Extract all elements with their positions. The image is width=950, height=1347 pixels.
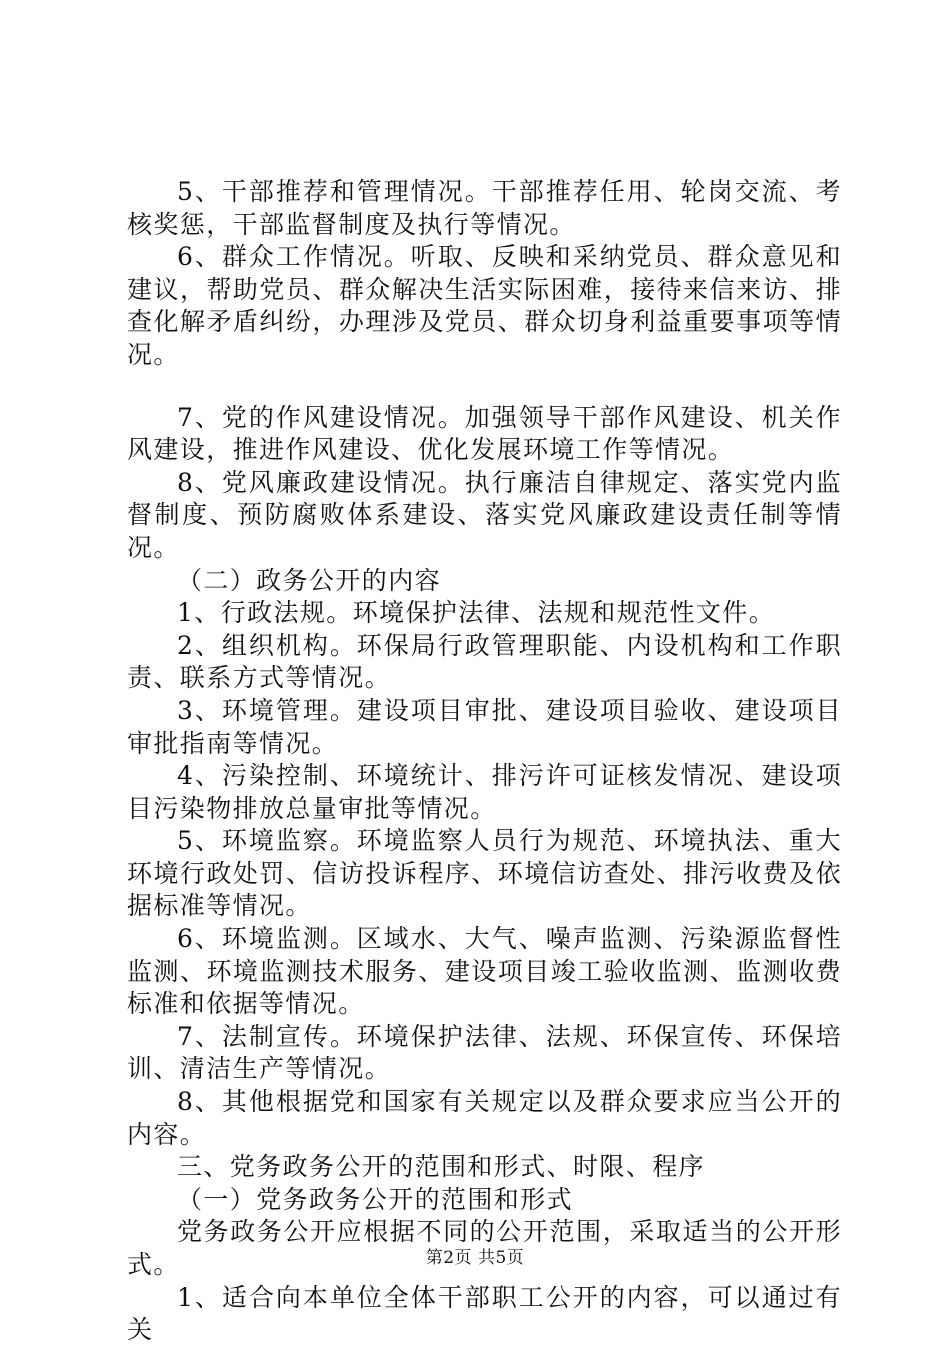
paragraph-organization: 2、组织机构。环保局行政管理职能、内设机构和工作职责、联系方式等情况。: [127, 630, 842, 693]
paragraph-pollution-control: 4、污染控制、环境统计、排污许可证核发情况、建设项目污染物排放总量审批等情况。: [127, 761, 842, 823]
paragraph-regulations: 1、行政法规。环境保护法律、法规和规范性文件。: [177, 598, 776, 628]
paragraph-clean-government: 8、党风廉政建设情况。执行廉洁自律规定、落实党内监督制度、预防腐败体系建设、落实党风廉政建设责任制等情况。: [127, 467, 842, 562]
paragraph-scope-intro: 党务政务公开应根据不同的公开范围，采取适当的公开形式。: [127, 1217, 842, 1279]
paragraph-gap: [127, 372, 842, 402]
section-heading-government-affairs: （二）政务公开的内容: [177, 565, 442, 595]
paragraph-cadre-management: 5、干部推荐和管理情况。干部推荐任用、轮岗交流、考核奖惩，干部监督制度及执行等情况。: [127, 177, 842, 239]
paragraph-staff-disclosure: 1、适合向本单位全体干部职工公开的内容，可以通过有关: [127, 1282, 842, 1345]
section-heading-scope-form: 三、党务政务公开的范围和形式、时限、程序: [177, 1152, 706, 1182]
paragraph-legal-publicity: 7、法制宣传。环境保护法律、法规、环保宣传、环保培训、清洁生产等情况。: [127, 1021, 842, 1084]
paragraph-environment-monitoring: 6、环境监测。区域水、大气、噪声监测、污染源监督性监测、环境监测技术服务、建设项目竣工验收监测、监测收费标准和依据等情况。: [127, 924, 842, 1019]
paragraph-mass-work: 6、群众工作情况。听取、反映和采纳党员、群众意见和建议，帮助党员、群众解决生活实际困难，接待来信来访、排查化解矛盾纠纷，办理涉及党员、群众切身利益重要事项等情况。: [127, 242, 842, 369]
document-body: [127, 176, 842, 1347]
paragraph-other-content: 8、其他根据党和国家有关规定以及群众要求应当公开的内容。: [127, 1087, 842, 1149]
paragraph-environment-management: 3、环境管理。建设项目审批、建设项目验收、建设项目审批指南等情况。: [127, 695, 842, 758]
page-number-footer: 第2页 共5页: [425, 1248, 525, 1268]
paragraph-party-style: 7、党的作风建设情况。加强领导干部作风建设、机关作风建设，推进作风建设、优化发展环境工作等情况。: [127, 402, 842, 465]
paragraph-environment-inspection: 5、环境监察。环境监察人员行为规范、环境执法、重大环境行政处罚、信访投诉程序、环境信访查处、排污收费及依据标准等情况。: [127, 826, 842, 921]
subsection-heading-scope-form: （一）党务政务公开的范围和形式: [177, 1184, 574, 1214]
